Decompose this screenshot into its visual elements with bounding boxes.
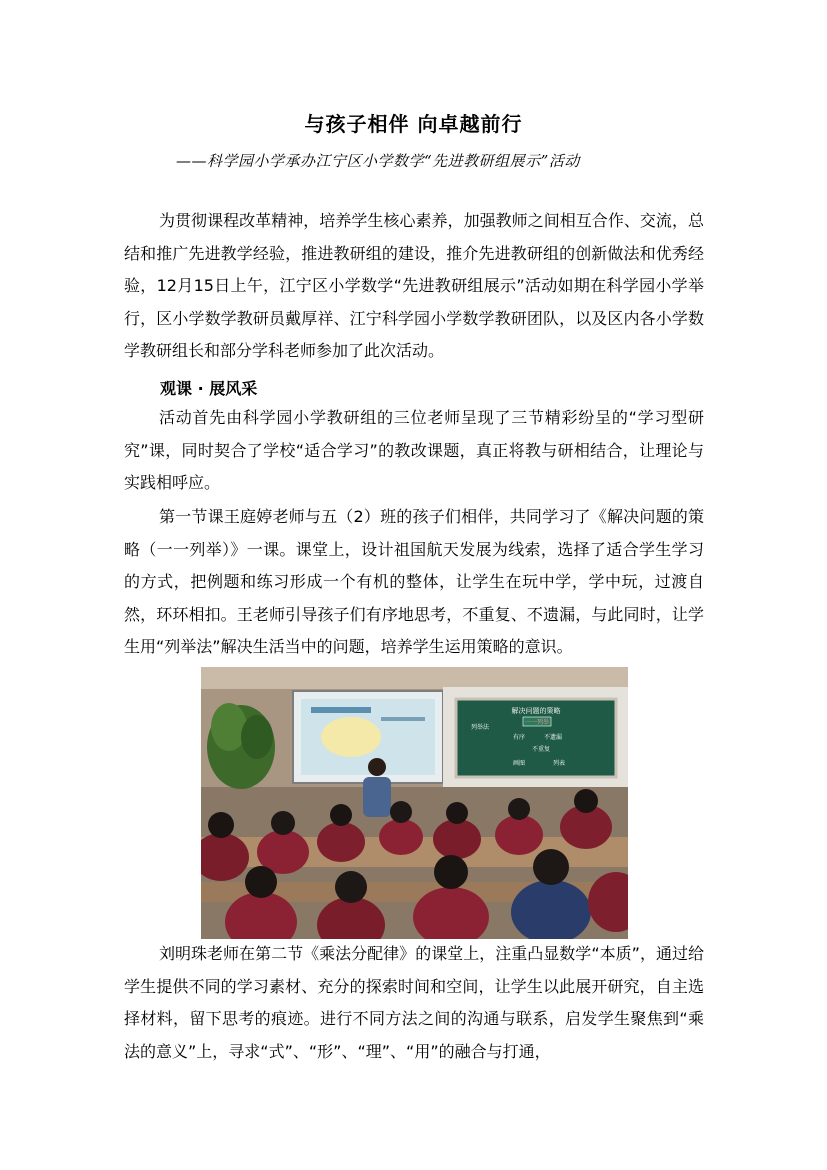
board-item-4: 画图 bbox=[512, 760, 526, 767]
paragraph-first-lesson: 第一节课王庭婷老师与五（2）班的孩子们相伴，共同学习了《解决问题的策略（一一列举）》一课。课堂上，设计祖国航天发展为线索，选择了适合学生学习的方式，把例题和练习形成一个有机的整体，让学生在玩中学，学中玩，过渡自然，环环相扣。王老师引导孩子们有序地思考，不重复、不遗漏，与此同时，让学生用“列举法”解决生活当中的问题，培养学生运用策略的意识。 bbox=[124, 507, 704, 656]
board-item-1: 有序 bbox=[512, 734, 526, 741]
section-heading: 观课 · 展风采 bbox=[160, 379, 258, 398]
board-item-5: 列表 bbox=[552, 760, 566, 767]
paragraph-second-lesson: 刘明珠老师在第二节《乘法分配律》的课堂上，注重凸显数学“本质”，通过给学生提供不同的学习素材、充分的探索时间和空间，让学生以此展开研究，自主选择材料，留下思考的痕迹。进行不同方法之间的沟通与联系，启发学生聚焦到“乘法的意义”上，寻求“式”、“形”、“理”、“用”的融合与打通， bbox=[124, 944, 704, 1061]
board-sub: 一一列举 bbox=[524, 719, 550, 726]
board-item-3: 不重复 bbox=[531, 746, 551, 753]
article-subtitle: ——科学园小学承办江宁区小学数学“先进教研组展示”活动 bbox=[176, 152, 580, 170]
paragraph-overview: 活动首先由科学园小学教研组的三位老师呈现了三节精彩纷呈的“学习型研究”课，同时契合了学校“适合学习”的教改课题，真正将教与研相结合，让理论与实践相呼应。 bbox=[124, 408, 704, 492]
board-title: 解决问题的策略 bbox=[511, 707, 561, 715]
classroom-photo bbox=[201, 667, 628, 939]
board-left: 列举法 bbox=[471, 724, 490, 731]
article-title: 与孩子相伴 向卓越前行 bbox=[304, 112, 523, 136]
paragraph-intro: 为贯彻课程改革精神，培养学生核心素养，加强教师之间相互合作、交流，总结和推广先进教学经验，推进教研组的建设，推介先进教研组的创新做法和优秀经验，12月15日上午，江宁区小学数学“先进教研组展示”活动如期在科学园小学举行，区小学数学教研员戴厚祥、江宁科学园小学数学教研团队，以及区内各小学数学教研组长和部分学科老师参加了此次活动。 bbox=[124, 211, 704, 360]
board-item-2: 不遗漏 bbox=[543, 734, 563, 741]
